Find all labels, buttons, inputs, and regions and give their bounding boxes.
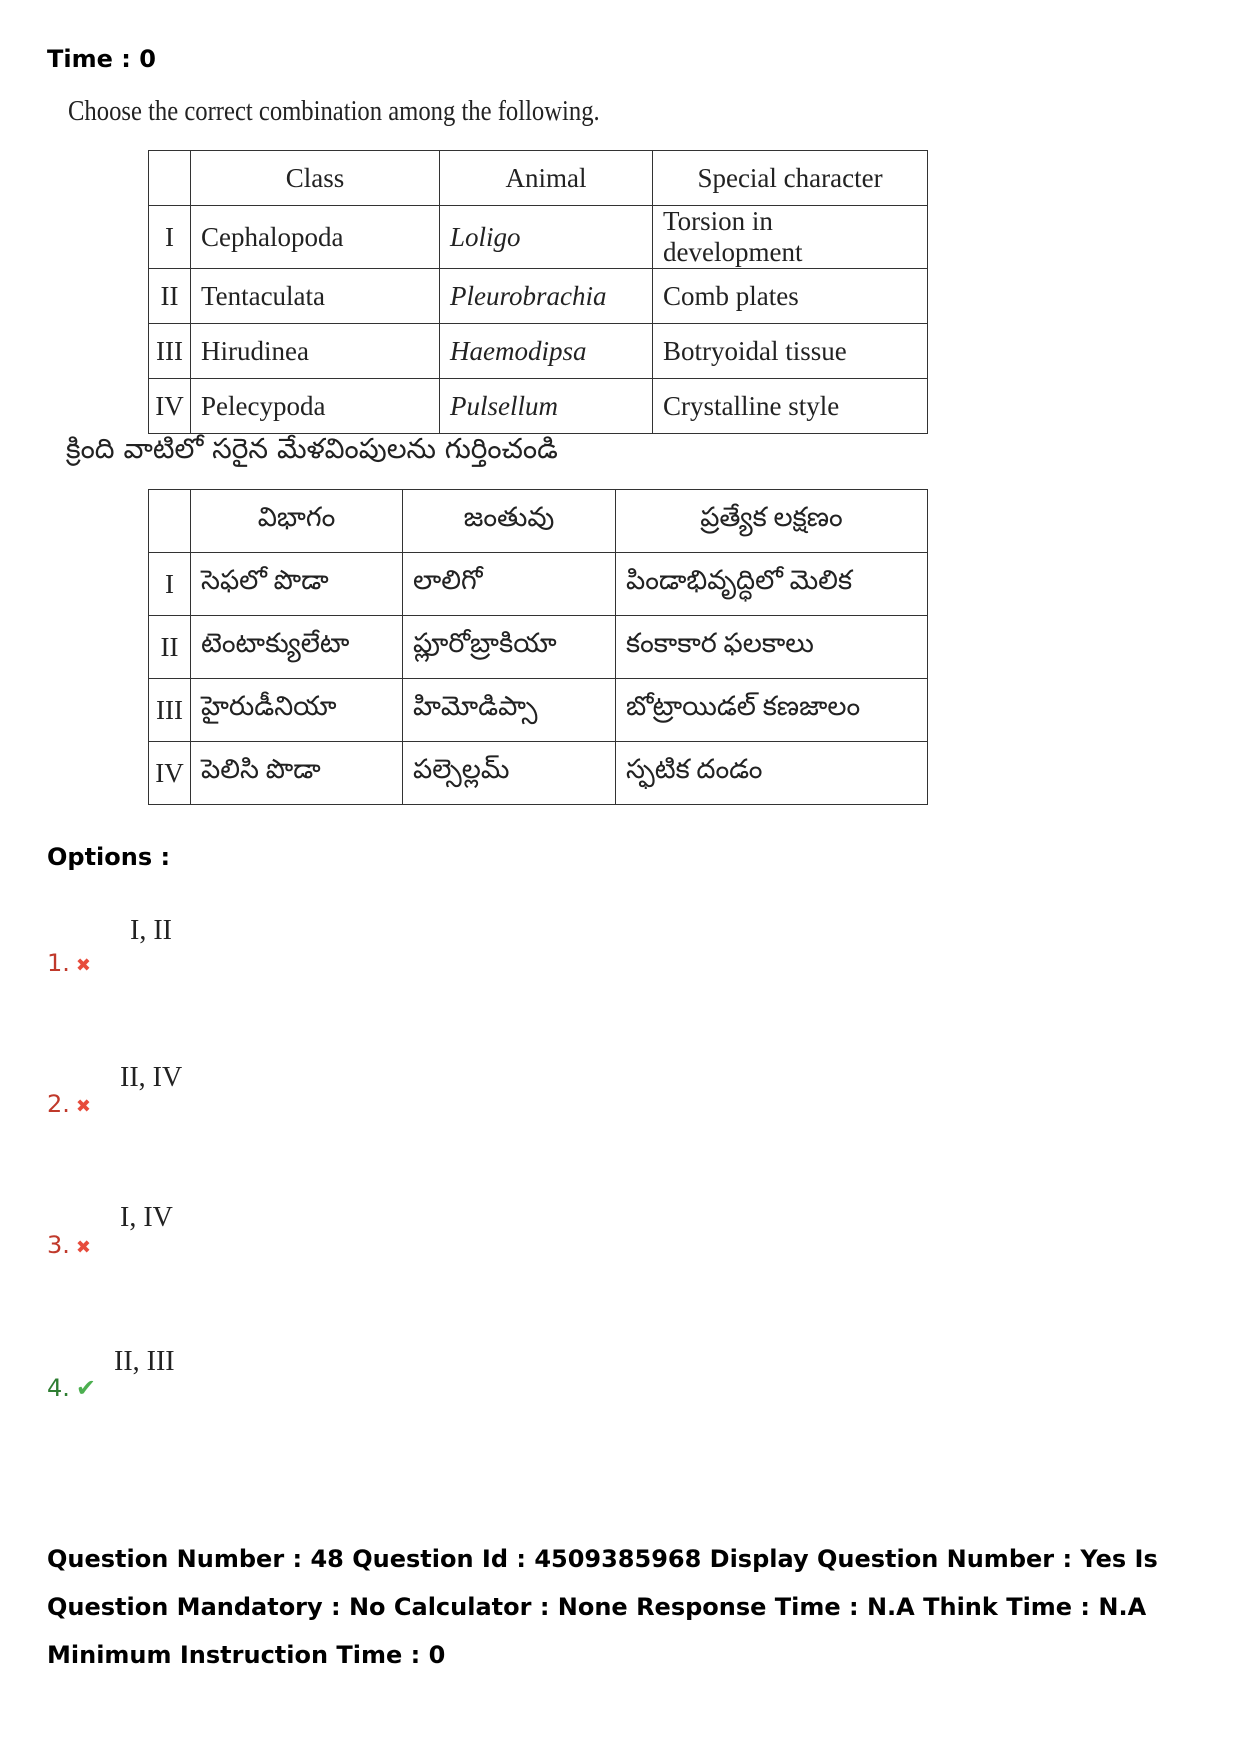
option-number: 3. [47, 1231, 70, 1259]
table-cell: హైరుడీనియా [191, 679, 403, 742]
table-cell: Pelecypoda [191, 379, 440, 434]
table-cell: సెఫలో పొడా [191, 553, 403, 616]
table-header-cell: Class [191, 151, 440, 206]
table-row [149, 553, 928, 616]
cross-icon: ✖ [75, 1096, 91, 1117]
table-row [149, 616, 928, 679]
table-cell: II [149, 269, 191, 324]
table-row [149, 324, 928, 379]
question-metadata: Question Number : 48 Question Id : 4509385968 Display Question Number : Yes Is Question Mandatory : No Calculator : None Response Time : N.A Think Time : N.A Minimum Instruction Time : 0 [47, 1545, 1158, 1669]
table-row [149, 206, 928, 269]
option-number: 2. [47, 1090, 70, 1118]
option-number: 4. [47, 1374, 70, 1402]
table-cell: II [149, 616, 191, 679]
question-prompt-telugu: క్రింది వాటిలో సరైన మేళవింపులను గుర్తించండి [66, 432, 558, 465]
table-row [149, 742, 928, 805]
table-cell: IV [149, 379, 191, 434]
table-cell: Torsion in development [653, 206, 928, 269]
table-cell: లాలిగో [403, 553, 616, 616]
table-cell: Hirudinea [191, 324, 440, 379]
table-cell: Haemodipsa [440, 324, 653, 379]
table-cell: హిమోడిప్సా [403, 679, 616, 742]
table-cell: Botryoidal tissue [653, 324, 928, 379]
option-1-text[interactable]: I, II [130, 915, 172, 946]
time-label: Time : 0 [47, 45, 156, 73]
table-cell: కంకాకార ఫలకాలు [616, 616, 928, 679]
option-3-text[interactable]: I, IV [120, 1202, 173, 1233]
option-2-number [47, 1090, 91, 1118]
check-icon: ✔ [75, 1374, 97, 1402]
table-cell: Pleurobrachia [440, 269, 653, 324]
table-cell: I [149, 206, 191, 269]
option-4-text[interactable]: II, III [114, 1346, 175, 1377]
option-number: 1. [47, 949, 70, 977]
table-header-cell: Special character [653, 151, 928, 206]
table-cell: టెంటాక్యులేటా [191, 616, 403, 679]
table-cell: Pulsellum [440, 379, 653, 434]
table-cell: పెలిసి పొడా [191, 742, 403, 805]
option-3-number [47, 1231, 91, 1259]
table-header-row [149, 490, 928, 553]
table-header-cell [149, 490, 191, 553]
table-cell: స్ఫటిక దండం [616, 742, 928, 805]
table-header-row [149, 151, 928, 206]
table-cell: Cephalopoda [191, 206, 440, 269]
table-cell: పిండాభివృద్ధిలో మెలిక [616, 553, 928, 616]
option-2-text[interactable]: II, IV [120, 1062, 183, 1093]
table-cell: ప్లూరోబ్రాకియా [403, 616, 616, 679]
table-cell: పల్సెల్లమ్ [403, 742, 616, 805]
options-label: Options : [47, 843, 171, 871]
cross-icon: ✖ [75, 955, 91, 976]
table-header-cell: ప్రత్యేక లక్షణం [616, 490, 928, 553]
question-prompt-english: Choose the correct combination among the following. [68, 96, 600, 127]
table-row [149, 679, 928, 742]
table-cell: I [149, 553, 191, 616]
option-4-number [47, 1374, 96, 1402]
table-cell: IV [149, 742, 191, 805]
table-row [149, 379, 928, 434]
table-header-cell: జంతువు [403, 490, 616, 553]
table-header-cell: Animal [440, 151, 653, 206]
table-cell: III [149, 324, 191, 379]
table-cell: బోట్రాయిడల్ కణజాలం [616, 679, 928, 742]
cross-icon: ✖ [75, 1237, 91, 1258]
table-header-cell [149, 151, 191, 206]
table-cell: III [149, 679, 191, 742]
table-cell: Crystalline style [653, 379, 928, 434]
table-header-cell: విభాగం [191, 490, 403, 553]
table-cell: Tentaculata [191, 269, 440, 324]
table-cell: Comb plates [653, 269, 928, 324]
question-table-english [148, 150, 928, 434]
option-1-number [47, 949, 91, 977]
table-row [149, 269, 928, 324]
table-cell: Loligo [440, 206, 653, 269]
question-table-telugu [148, 489, 928, 805]
